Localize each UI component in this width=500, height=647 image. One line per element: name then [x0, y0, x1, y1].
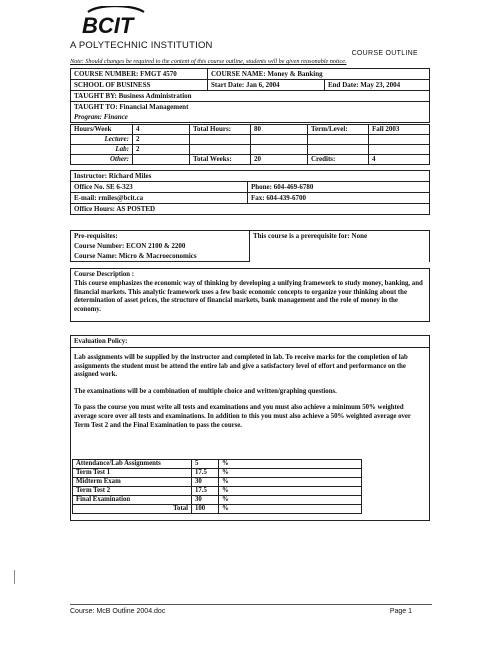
- course-number: COURSE NUMBER: FMGT 4570: [71, 69, 208, 80]
- grade-item: Term Test 2: [73, 487, 192, 496]
- prereq-label: Pre-requisites:: [71, 231, 250, 242]
- grade-unit: %: [219, 478, 362, 487]
- total-hours-value: 80: [251, 125, 308, 135]
- grade-item: Term Test 1: [73, 469, 192, 478]
- evaluation-para-1: Lab assignments will be supplied by the instructor and completed in lab. To receive marks for the completion of lab assignments the student must be attend the entire lab and give a satisfactory level of effort and performance on the assigned work.: [74, 354, 408, 379]
- institution-name: A POLYTECHNIC INSTITUTION: [70, 40, 213, 51]
- evaluation-para-2: The examinations will be a combination of multiple choice and written/graphing questions.: [74, 387, 337, 395]
- grade-value: 5: [192, 460, 219, 469]
- total-weeks-value: 20: [251, 155, 308, 165]
- taught-by: TAUGHT BY: Business Administration: [71, 91, 430, 102]
- phone: Phone: 604-469-6780: [248, 182, 430, 193]
- office-number: Office No. SE 6-323: [71, 182, 248, 193]
- grade-total-row: [73, 505, 362, 514]
- grade-row: [73, 496, 362, 505]
- course-info-table: [70, 68, 430, 123]
- grade-value: 30: [192, 496, 219, 505]
- description-label: Course Description :: [74, 271, 135, 278]
- taught-to: TAUGHT TO: Financial Management: [71, 102, 430, 113]
- lab-value: 2: [133, 145, 190, 155]
- page-number: Page 1: [389, 608, 412, 615]
- bcit-logo: [70, 6, 150, 38]
- grade-value: 17.5: [192, 487, 219, 496]
- hours-table: [70, 124, 430, 165]
- lab-label: Lab:: [71, 145, 133, 155]
- grade-value: 30: [192, 478, 219, 487]
- instructor-table: [70, 170, 430, 215]
- program: Program: Finance: [71, 112, 430, 123]
- scan-mark: [14, 570, 15, 584]
- prerequisites-table: [70, 230, 430, 262]
- lecture-value: 2: [133, 135, 190, 145]
- grade-unit: %: [219, 460, 362, 469]
- grade-unit: %: [219, 469, 362, 478]
- term-level-value: Fall 2003: [369, 125, 430, 135]
- document-type: COURSE OUTLINE: [351, 50, 418, 57]
- end-date: End Date: May 23, 2004: [325, 80, 430, 91]
- grade-unit: %: [219, 487, 362, 496]
- grade-item: Attendance/Lab Assignments: [73, 460, 192, 469]
- grade-item: Midterm Exam: [73, 478, 192, 487]
- school: SCHOOL OF BUSINESS: [71, 80, 208, 91]
- description-text: This course emphasizes the economic way of thinking by developing a unifying framework to study money, banking, and financial markets. This analytic framework uses a few basic economic concepts to organize your thinking about the determination of asset prices, the structure of financial markets, bank management and the role of money in the economy.: [74, 280, 423, 313]
- change-notice: Note: Should changes be required to the content of this course outline, students will be given reasonable notice.: [70, 58, 347, 65]
- grade-unit: %: [219, 496, 362, 505]
- grade-breakdown-table: [72, 459, 362, 514]
- total-label: Total: [73, 505, 192, 514]
- grade-row: [73, 469, 362, 478]
- hours-week-label: Hours/Week: [71, 125, 133, 135]
- office-hours: Office Hours: AS POSTED: [71, 204, 430, 215]
- prereq-for: This course is a prerequisite for: None: [250, 231, 430, 262]
- evaluation-para-3: To pass the course you must write all tests and examinations and you must also achieve a minimum 50% weighted average score over all tests and examinations. In addition to this you must also achieve a 50% weighted average over Term Test 2 and the Final Examination to pass the course.: [74, 404, 411, 429]
- total-hours-label: Total Hours:: [190, 125, 251, 135]
- grade-item: Final Examination: [73, 496, 192, 505]
- footer-rule: [70, 604, 432, 605]
- grade-value: 17.5: [192, 469, 219, 478]
- prereq-course-name: Course Name: Micro & Macroeconomics: [71, 251, 250, 262]
- hours-week-value: 4: [133, 125, 190, 135]
- course-description: [70, 268, 430, 322]
- lecture-label: Lecture:: [71, 135, 133, 145]
- instructor-name: Instructor: Richard Miles: [71, 171, 430, 182]
- email: E-mail: rmiles@bcit.ca: [71, 193, 248, 204]
- logo-text: BCIT: [82, 13, 134, 38]
- grade-row: [73, 460, 362, 469]
- total-value: 100: [192, 505, 219, 514]
- grade-row: [73, 487, 362, 496]
- evaluation-label: Evaluation Policy:: [74, 338, 128, 345]
- credits-label: Credits:: [308, 155, 369, 165]
- fax: Fax: 604-439-6700: [248, 193, 430, 204]
- term-level-label: Term/Level:: [308, 125, 369, 135]
- total-unit: %: [219, 505, 362, 514]
- start-date: Start Date: Jan 6, 2004: [208, 80, 325, 91]
- total-weeks-label: Total Weeks:: [190, 155, 251, 165]
- course-name: COURSE NAME: Money & Banking: [208, 69, 430, 80]
- grade-row: [73, 478, 362, 487]
- credits-value: 4: [369, 155, 430, 165]
- other-label: Other:: [71, 155, 133, 165]
- footer-filename: Course: McB Outline 2004.doc: [70, 608, 166, 615]
- prereq-course-number: Course Number: ECON 2100 & 2200: [71, 241, 250, 251]
